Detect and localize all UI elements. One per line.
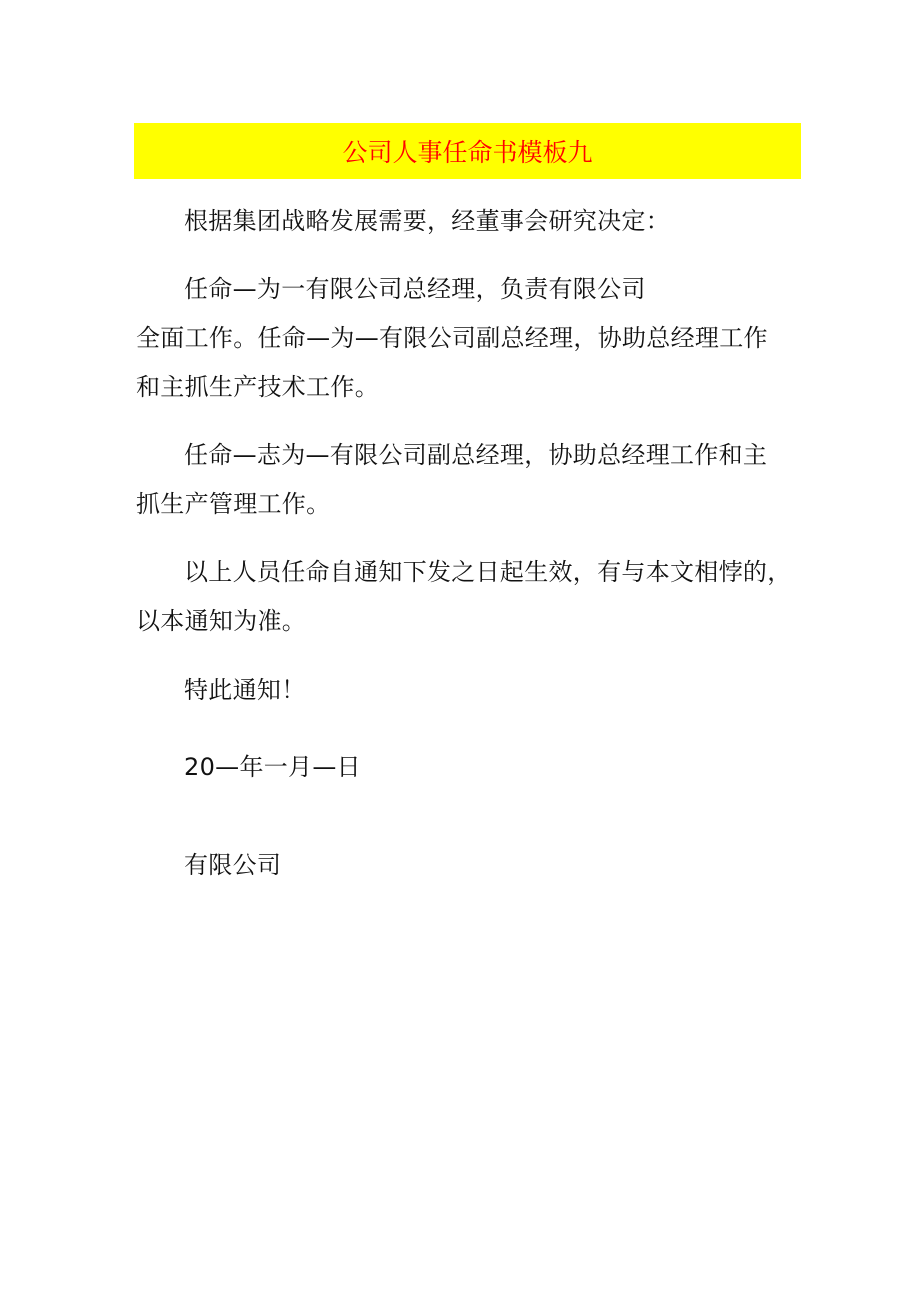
- closing-text: 特此通知！: [184, 676, 306, 704]
- appointment-2-line-2: 抓生产管理工作。: [136, 490, 331, 518]
- appointment-1-line-3: 和主抓生产技术工作。: [136, 373, 379, 401]
- date-line: 20—年一月—日: [184, 753, 361, 781]
- appointment-1-line-2: 全面工作。任命—为—有限公司副总经理，协助总经理工作: [136, 324, 768, 352]
- appointment-2-line-1: 任命—志为—有限公司副总经理，协助总经理工作和主: [184, 441, 768, 469]
- title-banner: [134, 123, 801, 179]
- effective-line-1: 以上人员任命自通知下发之日起生效，有与本文相悖的，: [184, 558, 792, 586]
- intro-paragraph: 根据集团战略发展需要，经董事会研究决定：: [184, 207, 670, 235]
- effective-line-2: 以本通知为准。: [136, 607, 307, 635]
- document-title: 公司人事任命书模板九: [342, 138, 593, 167]
- signature-company: 有限公司: [184, 851, 282, 879]
- appointment-1-line-1: 任命—为一有限公司总经理，负责有限公司: [184, 275, 646, 303]
